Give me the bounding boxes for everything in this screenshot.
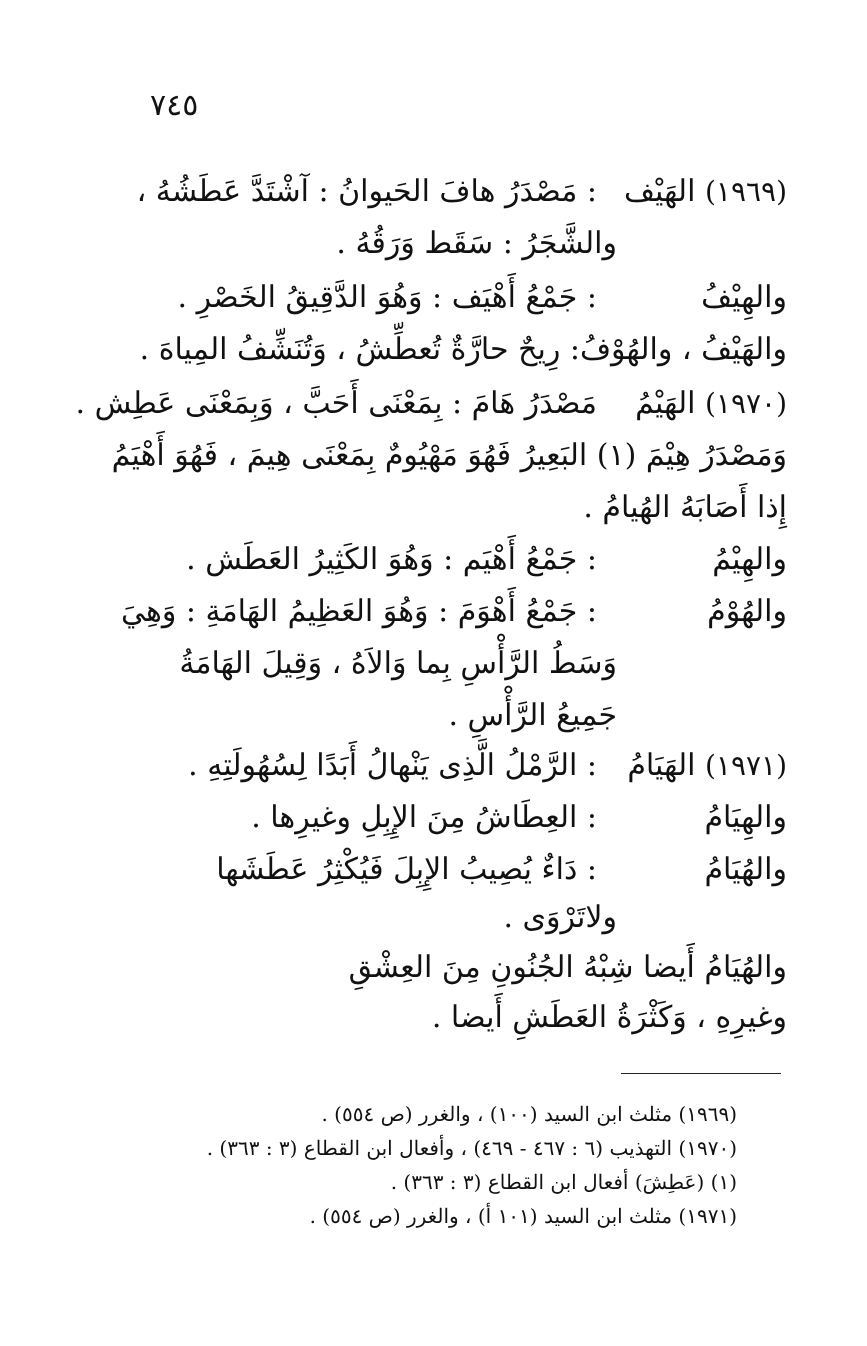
entry-term bbox=[597, 164, 787, 220]
entry-number: (١٩٧٠) bbox=[704, 387, 787, 420]
entry-definition: : دَاءٌ يُصِيبُ الإِبِلَ فَيُكْثِرُ عَطَشَها bbox=[216, 852, 597, 887]
footnote: (١) (عَطِشَ) أفعال ابن القطاع (٣ : ٣٦٣) . bbox=[390, 1170, 737, 1194]
entry-line: وغيرِهِ ، وَكَثْرَةُ العَطَشِ أَيضا . bbox=[431, 1000, 787, 1035]
entry-headword: والهِيَامُ bbox=[704, 800, 787, 835]
entry-number: (١٩٧١) bbox=[704, 749, 787, 782]
entry-number: (١٩٦٩) bbox=[704, 175, 787, 208]
footnote: (١٩٦٩) مثلث ابن السيد (١٠٠) ، والغرر (ص ٥٥٤) . bbox=[321, 1102, 737, 1126]
entry-hum bbox=[60, 584, 787, 640]
entry-him bbox=[60, 532, 787, 588]
entry-term bbox=[597, 376, 787, 432]
entry-definition: : العِطَاشُ مِنَ الإِبِلِ وغيرِها . bbox=[251, 800, 597, 835]
entry-headword: الهَيْف bbox=[624, 174, 696, 209]
entry-line: والهَيْفُ ، والهُوْفُ: رِيحٌ حارَّةٌ تُعطِّشُ ، وَتُنَشِّفُ المِياهَ . bbox=[139, 332, 787, 367]
entry-headword: والهُوْمُ bbox=[707, 594, 787, 629]
footnote-divider bbox=[621, 1073, 781, 1074]
entry-headword: الهَيْمُ bbox=[635, 386, 696, 421]
entry-hiyam bbox=[60, 790, 787, 846]
entry-line: إِذا أَصَابَهُ الهُيامُ . bbox=[583, 490, 787, 525]
entry-definition: : جَمْعُ أَهْيَف : وَهُوَ الدَّقِيقُ الخَصْرِ . bbox=[177, 280, 597, 315]
entry-continuation: ولاتَرْوَى . bbox=[503, 900, 617, 935]
entry-1969 bbox=[60, 164, 787, 220]
entry-continuation: وَسَطُ الرَّأْسِ بِما وَالاَهُ ، وَقِيلَ الهَامَةُ bbox=[179, 646, 617, 681]
entry-definition: : الرَّمْلُ الَّذِى يَنْهالُ أَبَدًا لِسُهُولَتِهِ . bbox=[188, 748, 597, 783]
entry-term bbox=[597, 738, 787, 794]
entry-definition: : جَمْعُ أَهْوَمَ : وَهُوَ العَظِيمُ الهَامَةِ : وَهِيَ bbox=[121, 594, 597, 629]
footnote: (١٩٧٠) التهذيب (٦ : ٤٦٧ - ٤٦٩) ، وأفعال ابن القطاع (٣ : ٣٦٣) . bbox=[206, 1136, 737, 1160]
entry-hif bbox=[60, 270, 787, 326]
entry-definition: : مَصْدَرُ هافَ الحَيوانُ : آشْتَدَّ عَطَشُهُ ، bbox=[136, 174, 597, 209]
entry-definition: مَصْدَرُ هَامَ : بِمَعْنَى أَحَبَّ ، وَبِمَعْنَى عَطِش . bbox=[75, 386, 597, 421]
entry-definition: : جَمْعُ أَهْيَم : وَهُوَ الكَثِيرُ العَطَش . bbox=[186, 542, 597, 577]
entry-continuation: جَمِيعُ الرَّأْسِ . bbox=[448, 698, 617, 733]
entry-headword: والهُيَامُ bbox=[704, 852, 787, 887]
entry-1971 bbox=[60, 738, 787, 794]
entry-line: وَمَصْدَرُ هِيْمَ (١) البَعِيرُ فَهُوَ مَهْيُومٌ بِمَعْنَى هِيمَ ، فَهُوَ أَهْيَمُ bbox=[111, 438, 787, 473]
entry-continuation: والشَّجَرُ : سَقَط وَرَقُهُ . bbox=[336, 226, 617, 261]
footnote: (١٩٧١) مثلث ابن السيد (١٠١ أ) ، والغرر (ص ٥٥٤) . bbox=[309, 1204, 737, 1228]
entry-line: والهُيَامُ أَيضا شِبْهُ الجُنُونِ مِنَ العِشْقِ bbox=[348, 950, 787, 985]
entry-headword: الهَيَامُ bbox=[627, 748, 696, 783]
entry-headword: والهِيْفُ bbox=[701, 280, 787, 315]
entry-1970 bbox=[60, 376, 787, 432]
page-number: ٧٤٥ bbox=[150, 88, 199, 123]
entry-headword: والهِيْمُ bbox=[712, 542, 787, 577]
